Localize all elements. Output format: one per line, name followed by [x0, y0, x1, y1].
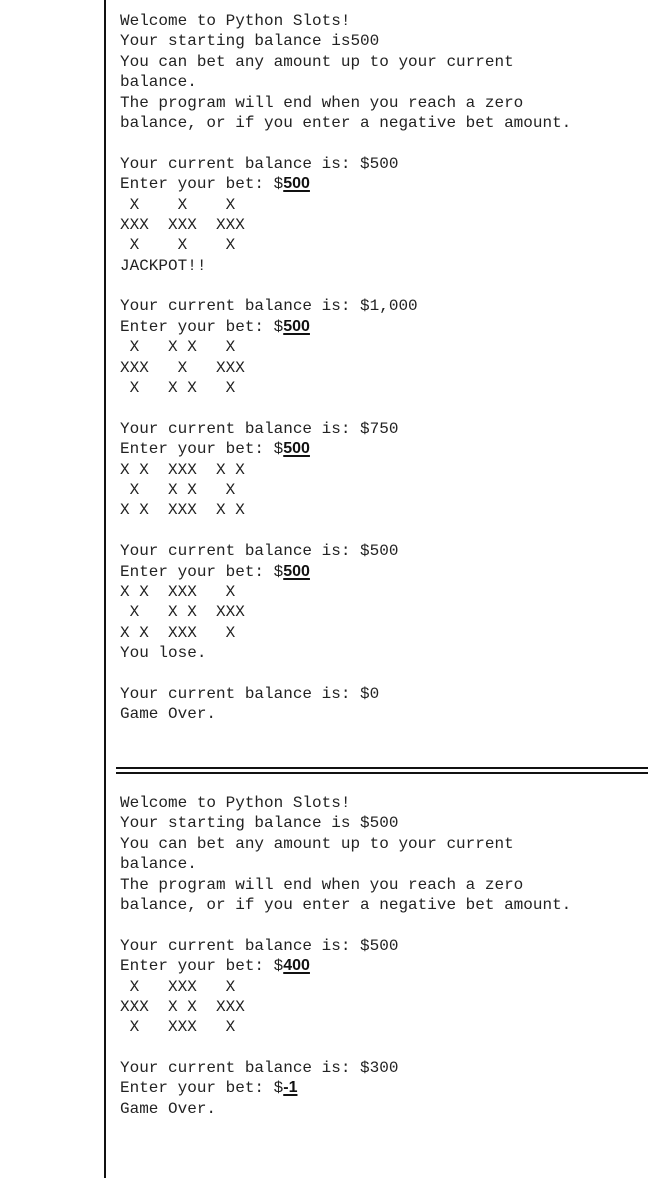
slot-row: X X XXX X: [120, 623, 236, 642]
blank-line: [120, 664, 650, 684]
slot-row: X X X X: [120, 338, 236, 357]
bet-info-line: balance.: [120, 73, 197, 92]
end-info-line: balance, or if you enter a negative bet amount.: [120, 895, 572, 914]
game-over-line: Game Over.: [120, 1099, 217, 1118]
bet-prompt-line: [120, 562, 650, 582]
current-balance-line: Your current balance is: $500: [120, 154, 399, 173]
slot-row: X X X X: [120, 480, 236, 499]
slot-row: XXX X X XXX: [120, 997, 245, 1016]
blank-line: [120, 521, 650, 541]
end-info-line: balance, or if you enter a negative bet amount.: [120, 113, 572, 132]
current-balance-line: Your current balance is: $300: [120, 1059, 399, 1078]
bet-input-value: 500: [283, 562, 310, 580]
bet-prompt-text: Enter your bet: $: [120, 957, 284, 976]
slot-row: X XXX X: [120, 977, 236, 996]
bet-prompt-line: [120, 174, 650, 194]
blank-line: [120, 1038, 650, 1058]
game-over-line: Game Over.: [120, 705, 217, 724]
bet-input-value: 500: [283, 440, 310, 458]
bet-input-value: -1: [283, 1079, 298, 1097]
welcome-line: Welcome to Python Slots!: [120, 12, 351, 30]
bet-input-value: 500: [283, 317, 310, 335]
current-balance-line: Your current balance is: $500: [120, 936, 399, 955]
bet-prompt-text: Enter your bet: $: [120, 440, 284, 459]
bet-prompt-line: [120, 439, 650, 459]
slot-row: X X XXX X X: [120, 460, 245, 479]
bet-prompt-line: [120, 956, 650, 976]
current-balance-line: Your current balance is: $500: [120, 542, 399, 561]
bet-info-line: You can bet any amount up to your current: [120, 52, 514, 71]
slot-row: X X X X: [120, 379, 236, 398]
session-separator: [116, 767, 648, 774]
end-info-line: The program will end when you reach a zero: [120, 875, 524, 894]
spin-result-line: You lose.: [120, 644, 207, 663]
bet-prompt-text: Enter your bet: $: [120, 562, 284, 581]
welcome-line: Welcome to Python Slots!: [120, 794, 351, 812]
slot-row: XXX XXX XXX: [120, 215, 245, 234]
slot-row: X X X: [120, 195, 236, 214]
bet-prompt-text: Enter your bet: $: [120, 317, 284, 336]
bet-info-line: balance.: [120, 855, 197, 874]
blank-line: [120, 398, 650, 418]
slot-row: X X XXX X X: [120, 501, 245, 520]
starting-balance-line: Your starting balance is $500: [120, 814, 399, 833]
starting-balance-line: Your starting balance is500: [120, 32, 380, 51]
slot-row: X XXX X: [120, 1018, 236, 1037]
left-margin-rule: [104, 0, 106, 1178]
blank-line: [120, 276, 650, 296]
bet-info-line: You can bet any amount up to your current: [120, 834, 514, 853]
spin-result-line: JACKPOT!!: [120, 256, 207, 275]
bet-input-value: 500: [283, 175, 310, 193]
end-info-line: The program will end when you reach a zero: [120, 93, 524, 112]
slot-row: XXX X XXX: [120, 358, 245, 377]
console-session-1: [120, 11, 650, 725]
console-session-2: [120, 793, 650, 1119]
bet-input-value: 400: [283, 957, 310, 975]
slot-row: X X XXX X: [120, 582, 236, 601]
slot-row: X X X: [120, 236, 236, 255]
current-balance-line: Your current balance is: $0: [120, 684, 380, 703]
blank-line: [120, 915, 650, 935]
bet-prompt-line: [120, 317, 650, 337]
current-balance-line: Your current balance is: $1,000: [120, 297, 418, 316]
bet-prompt-text: Enter your bet: $: [120, 175, 284, 194]
slot-row: X X X XXX: [120, 603, 245, 622]
bet-prompt-line: [120, 1078, 650, 1098]
bet-prompt-text: Enter your bet: $: [120, 1079, 284, 1098]
blank-line: [120, 133, 650, 153]
current-balance-line: Your current balance is: $750: [120, 419, 399, 438]
